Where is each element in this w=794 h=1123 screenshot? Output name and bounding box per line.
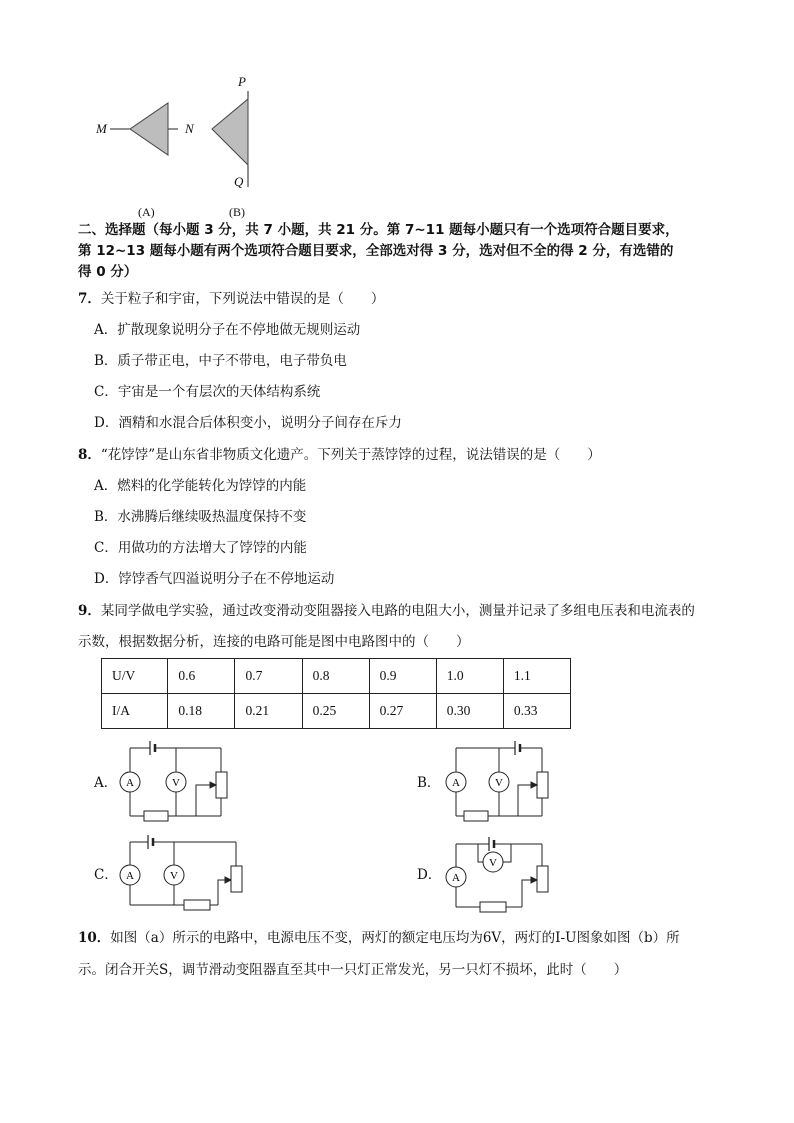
circuit-label-c: C． [94,867,118,883]
table-cell: 0.18 [168,694,235,729]
question-stem: 某同学做电学实验，通过改变滑动变阻器接入电路的电阻大小，测量并记录了多组电压表和电流表的 [100,603,695,619]
label-q: Q [234,174,244,189]
table-cell: 0.7 [235,659,302,694]
circuit-label-d: D． [417,867,442,883]
question-stem: “花饽饽”是山东省非物质文化遗产。下列关于蒸饽饽的过程，说法错误的是（ ） [100,447,601,463]
caption-a: (A) [138,205,155,219]
label-p: P [238,74,246,89]
question-number: 8． [78,447,101,463]
data-table [101,658,571,729]
table-cell: 0.25 [302,694,369,729]
q8-option-b: B．水沸腾后继续吸热温度保持不变 [94,509,307,525]
question-number: 9． [78,603,101,619]
table-cell: U/V [102,659,168,694]
triangle-a [130,103,168,155]
circuit-label-a: A． [94,775,118,791]
q8-option-c: C．用做功的方法增大了饽饽的内能 [94,540,307,556]
triangle-diagram [100,85,260,195]
question-stem: 关于粒子和宇宙，下列说法中错误的是（ ） [100,291,385,307]
section-header [78,220,778,283]
table-cell: 0.9 [369,659,436,694]
triangle-b [212,99,248,165]
table-cell: 0.8 [302,659,369,694]
section-header-line2: 第 12~13 题每小题有两个选项符合题目要求，全部选对得 3 分，选对但不全的得 2 分，有选错的 [78,243,674,259]
label-m: M [96,121,107,136]
table-cell: 0.21 [235,694,302,729]
question-8 [78,446,601,464]
table-row [102,659,571,694]
ammeter-symbol: A [126,870,134,882]
question-number: 7． [78,291,101,307]
circuit-diagram-d [444,832,564,922]
table-cell: 1.1 [503,659,570,694]
question-9 [78,602,695,620]
q7-option-a: A．扩散现象说明分子在不停地做无规则运动 [94,322,361,338]
circuit-label-b: B． [417,775,441,791]
table-cell: I/A [102,694,168,729]
section-header-line3: 得 0 分） [78,264,138,280]
ammeter-symbol: A [452,872,460,884]
circuit-diagram-c [118,832,248,922]
table-cell: 0.27 [369,694,436,729]
table-cell: 0.30 [436,694,503,729]
voltmeter-symbol: V [495,777,503,789]
voltmeter-symbol: V [489,857,497,869]
question-7 [78,290,384,308]
q7-option-d: D．酒精和水混合后体积变小，说明分子间存在斥力 [94,415,402,431]
q7-option-c: C．宇宙是一个有层次的天体结构系统 [94,384,321,400]
q7-option-b: B．质子带正电，中子不带电，电子带负电 [94,353,347,369]
q8-option-a: A．燃料的化学能转化为饽饽的内能 [94,478,307,494]
circuit-diagram-a [118,740,238,830]
ammeter-symbol: A [452,777,460,789]
question-stem: 如图（a）所示的电路中，电源电压不变，两灯的额定电压均为6V，两灯的I-U图象如图（b）所 [110,930,680,946]
table-cell: 0.6 [168,659,235,694]
ammeter-symbol: A [126,777,134,789]
question-number: 10． [78,930,111,946]
question-10-line2: 示。闭合开关S，调节滑动变阻器直至其中一只灯正常发光，另一只灯不损坏，此时（ ） [78,962,628,978]
label-n: N [185,121,194,136]
q8-option-d: D．饽饽香气四溢说明分子在不停地运动 [94,571,335,587]
table-cell: 1.0 [436,659,503,694]
section-header-line1: 二、选择题（每小题 3 分，共 7 小题，共 21 分。第 7~11 题每小题只有一个选项符合题目要求， [78,222,679,238]
table-cell: 0.33 [503,694,570,729]
voltmeter-symbol: V [170,870,178,882]
voltmeter-symbol: V [172,777,180,789]
question-10 [78,929,680,947]
caption-b: (B) [229,205,245,219]
table-row [102,694,571,729]
circuit-diagram-b [444,740,564,830]
question-9-line2: 示数，根据数据分析，连接的电路可能是图中电路图中的（ ） [78,634,470,650]
